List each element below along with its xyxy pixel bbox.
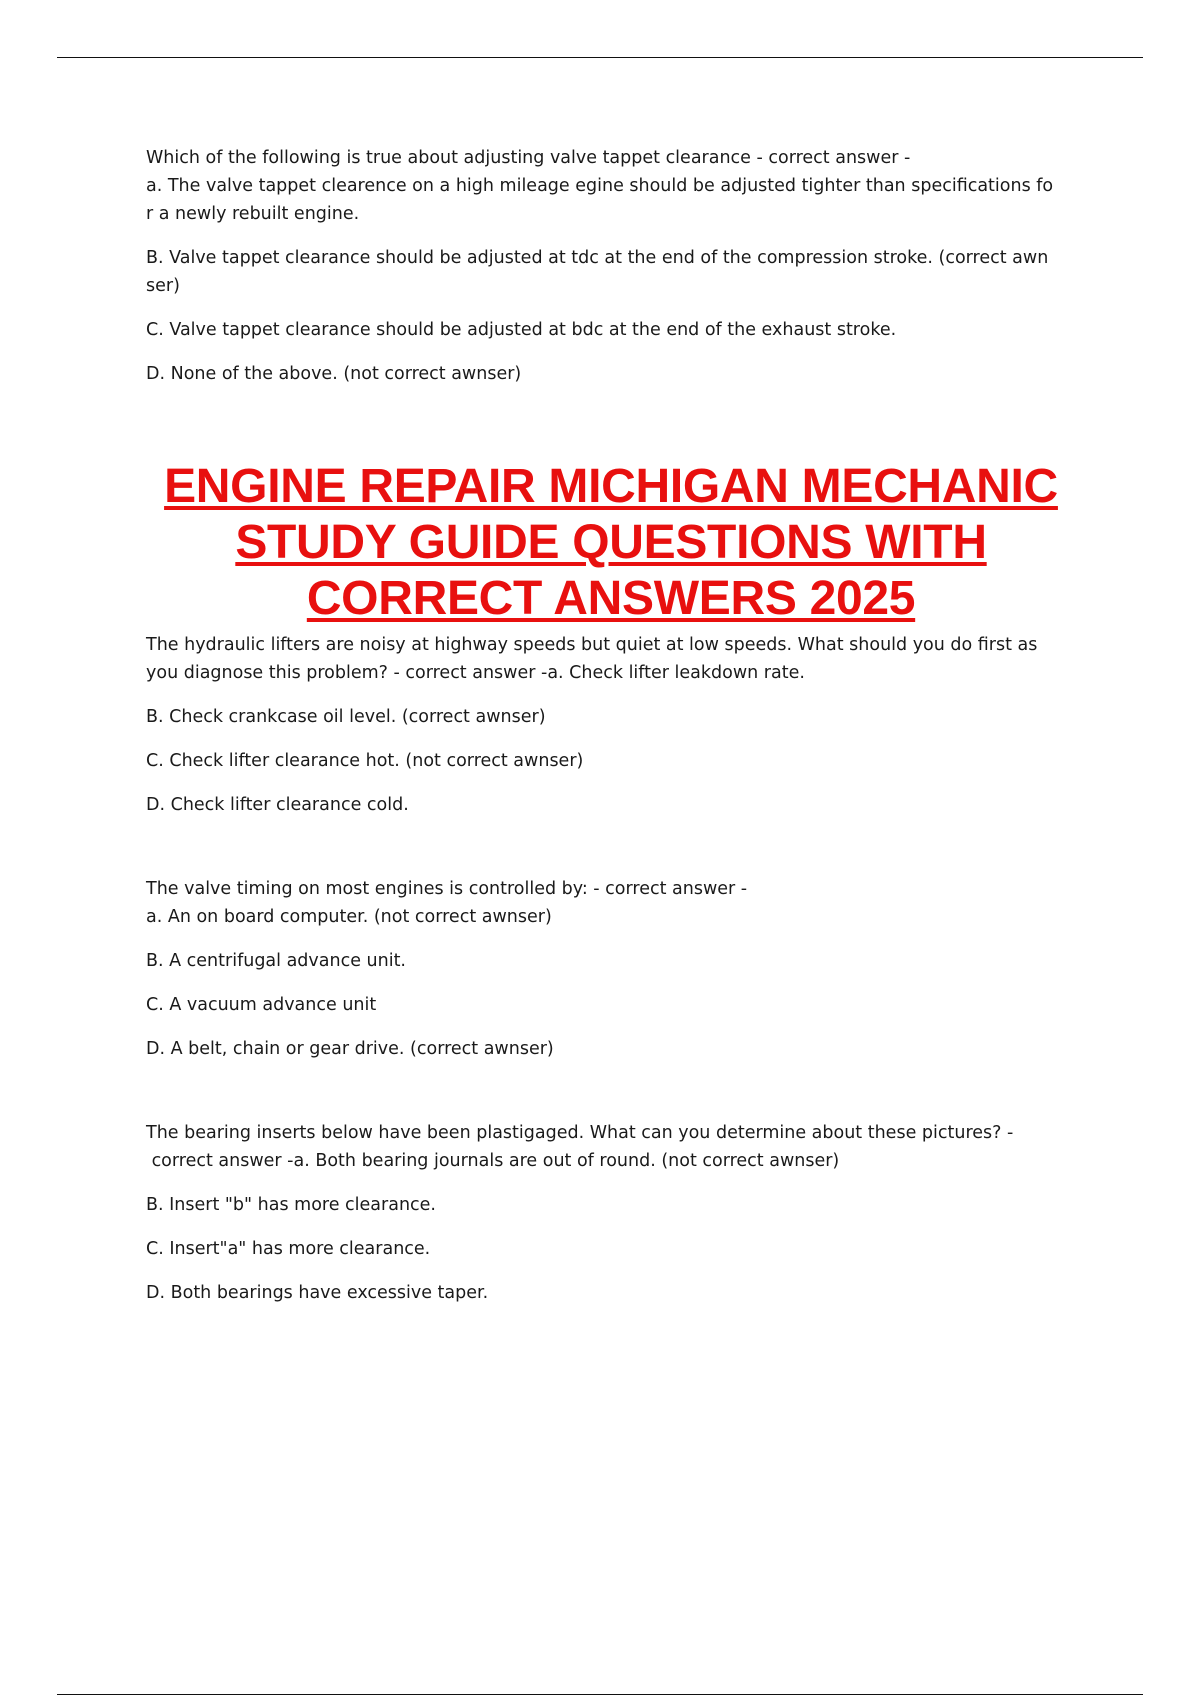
bottom-rule bbox=[57, 1694, 1143, 1695]
title-line: ENGINE REPAIR MICHIGAN MECHANIC bbox=[164, 460, 1058, 513]
answer-option: C. A vacuum advance unit bbox=[146, 995, 377, 1015]
answer-option: B. A centrifugal advance unit. bbox=[146, 951, 406, 971]
answer-option: B. Check crankcase oil level. (correct awnser) bbox=[146, 707, 546, 727]
question-block bbox=[146, 144, 1076, 388]
question-stem-line: r a newly rebuilt engine. bbox=[146, 204, 360, 224]
answer-option-line: ser) bbox=[146, 276, 180, 296]
title-line: STUDY GUIDE QUESTIONS WITH bbox=[235, 516, 987, 569]
question-stem-line: The valve timing on most engines is controlled by: - correct answer - bbox=[146, 879, 748, 899]
answer-option-line: B. Valve tappet clearance should be adjusted at tdc at the end of the compression stroke. (correct awn bbox=[146, 248, 1049, 268]
question-stem-line: a. An on board computer. (not correct awnser) bbox=[146, 907, 552, 927]
question-stem-line: correct answer -a. Both bearing journals are out of round. (not correct awnser) bbox=[146, 1151, 840, 1171]
answer-option: D. Both bearings have excessive taper. bbox=[146, 1283, 489, 1303]
question-block bbox=[146, 631, 1076, 819]
answer-option: B. Insert "b" has more clearance. bbox=[146, 1195, 436, 1215]
answer-option: C. Valve tappet clearance should be adjusted at bdc at the end of the exhaust stroke. bbox=[146, 320, 897, 340]
document-body bbox=[146, 144, 1076, 1307]
question-stem-line: you diagnose this problem? - correct answer -a. Check lifter leakdown rate. bbox=[146, 663, 805, 683]
question-stem-line: a. The valve tappet clearence on a high mileage egine should be adjusted tighter than specifications fo bbox=[146, 176, 1054, 196]
answer-option bbox=[146, 244, 1076, 300]
answer-option: C. Check lifter clearance hot. (not correct awnser) bbox=[146, 751, 584, 771]
document-title bbox=[146, 459, 1076, 627]
answer-option: D. None of the above. (not correct awnser) bbox=[146, 364, 522, 384]
answer-option: D. Check lifter clearance cold. bbox=[146, 795, 409, 815]
question-block bbox=[146, 875, 1076, 1063]
question-spacer bbox=[146, 1063, 1076, 1119]
question-spacer bbox=[146, 819, 1076, 875]
top-rule bbox=[57, 57, 1143, 58]
answer-option: C. Insert"a" has more clearance. bbox=[146, 1239, 431, 1259]
title-line: CORRECT ANSWERS 2025 bbox=[306, 572, 916, 625]
question-block bbox=[146, 1119, 1076, 1307]
question-stem-line: The bearing inserts below have been plastigaged. What can you determine about these pictures? - bbox=[146, 1123, 1014, 1143]
answer-option: D. A belt, chain or gear drive. (correct awnser) bbox=[146, 1039, 554, 1059]
question-stem-line: Which of the following is true about adjusting valve tappet clearance - correct answer - bbox=[146, 148, 911, 168]
question-stem-line: The hydraulic lifters are noisy at highway speeds but quiet at low speeds. What should you do first as bbox=[146, 635, 1038, 655]
